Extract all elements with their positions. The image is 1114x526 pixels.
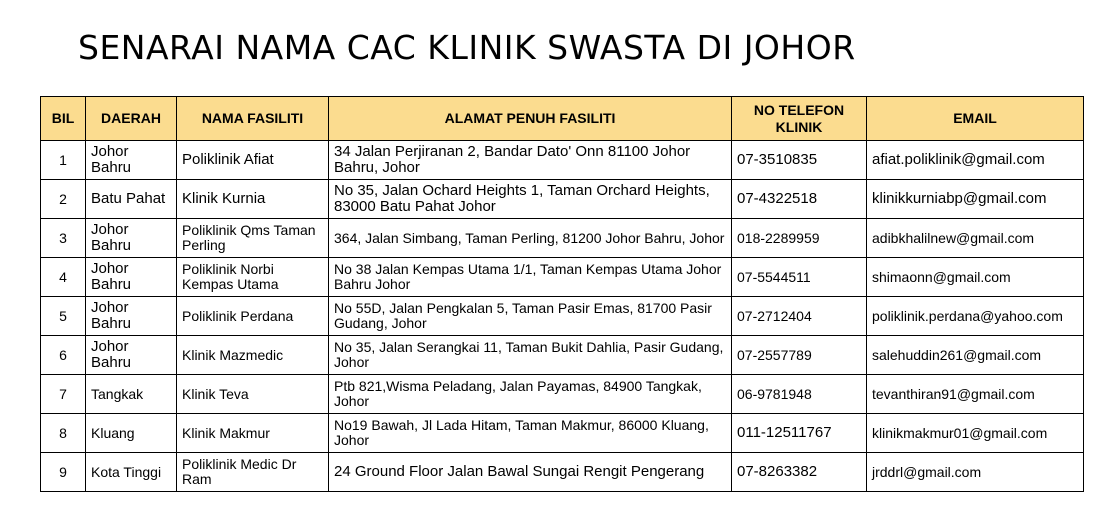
cell-bil: 5 [41, 297, 86, 336]
cell-email: klinikkurniabp@gmail.com [867, 180, 1084, 219]
cell-daerah: Kluang [86, 414, 177, 453]
cell-email: tevanthiran91@gmail.com [867, 375, 1084, 414]
cell-telefon: 06-9781948 [732, 375, 867, 414]
cell-alamat: No 35, Jalan Ochard Heights 1, Taman Orchard Heights, 83000 Batu Pahat Johor [329, 180, 732, 219]
header-bil: BIL [41, 97, 86, 141]
cell-nama: Poliklinik Norbi Kempas Utama [177, 258, 329, 297]
cell-telefon: 07-4322518 [732, 180, 867, 219]
cell-alamat: 364, Jalan Simbang, Taman Perling, 81200 Johor Bahru, Johor [329, 219, 732, 258]
cell-alamat: No 35, Jalan Serangkai 11, Taman Bukit Dahlia, Pasir Gudang, Johor [329, 336, 732, 375]
table-row [41, 180, 1084, 219]
cell-bil: 9 [41, 453, 86, 492]
clinic-table [40, 96, 1084, 492]
cell-bil: 3 [41, 219, 86, 258]
table-row [41, 258, 1084, 297]
header-alamat: ALAMAT PENUH FASILITI [329, 97, 732, 141]
cell-bil: 2 [41, 180, 86, 219]
header-email: EMAIL [867, 97, 1084, 141]
cell-telefon: 07-2712404 [732, 297, 867, 336]
cell-daerah: Batu Pahat [86, 180, 177, 219]
cell-daerah: Johor Bahru [86, 141, 177, 180]
cell-email: klinikmakmur01@gmail.com [867, 414, 1084, 453]
header-nama-fasiliti: NAMA FASILITI [177, 97, 329, 141]
cell-nama: Klinik Teva [177, 375, 329, 414]
cell-email: jrddrl@gmail.com [867, 453, 1084, 492]
cell-bil: 4 [41, 258, 86, 297]
cell-email: poliklinik.perdana@yahoo.com [867, 297, 1084, 336]
cell-telefon: 07-8263382 [732, 453, 867, 492]
cell-nama: Poliklinik Qms Taman Perling [177, 219, 329, 258]
cell-daerah: Tangkak [86, 375, 177, 414]
cell-telefon: 018-2289959 [732, 219, 867, 258]
cell-alamat: 24 Ground Floor Jalan Bawal Sungai Rengit Pengerang [329, 453, 732, 492]
table-row [41, 219, 1084, 258]
cell-nama: Poliklinik Medic Dr Ram [177, 453, 329, 492]
table-row [41, 141, 1084, 180]
table-row [41, 336, 1084, 375]
header-telefon: NO TELEFON KLINIK [732, 97, 867, 141]
cell-nama: Klinik Mazmedic [177, 336, 329, 375]
cell-nama: Poliklinik Perdana [177, 297, 329, 336]
cell-nama: Klinik Kurnia [177, 180, 329, 219]
cell-alamat: No19 Bawah, Jl Lada Hitam, Taman Makmur, 86000 Kluang, Johor [329, 414, 732, 453]
page-title: SENARAI NAMA CAC KLINIK SWASTA DI JOHOR [78, 28, 856, 67]
cell-daerah: Johor Bahru [86, 336, 177, 375]
cell-nama: Klinik Makmur [177, 414, 329, 453]
cell-telefon: 07-2557789 [732, 336, 867, 375]
cell-nama: Poliklinik Afiat [177, 141, 329, 180]
cell-alamat: 34 Jalan Perjiranan 2, Bandar Dato' Onn 81100 Johor Bahru, Johor [329, 141, 732, 180]
cell-daerah: Johor Bahru [86, 219, 177, 258]
table-row [41, 414, 1084, 453]
header-daerah: DAERAH [86, 97, 177, 141]
cell-email: afiat.poliklinik@gmail.com [867, 141, 1084, 180]
table-row [41, 297, 1084, 336]
cell-alamat: Ptb 821,Wisma Peladang, Jalan Payamas, 84900 Tangkak, Johor [329, 375, 732, 414]
cell-telefon: 07-3510835 [732, 141, 867, 180]
cell-bil: 8 [41, 414, 86, 453]
table-header-row [41, 97, 1084, 141]
cell-bil: 6 [41, 336, 86, 375]
cell-bil: 7 [41, 375, 86, 414]
cell-telefon: 07-5544511 [732, 258, 867, 297]
cell-alamat: No 55D, Jalan Pengkalan 5, Taman Pasir Emas, 81700 Pasir Gudang, Johor [329, 297, 732, 336]
table-row [41, 375, 1084, 414]
cell-alamat: No 38 Jalan Kempas Utama 1/1, Taman Kempas Utama Johor Bahru Johor [329, 258, 732, 297]
cell-email: adibkhalilnew@gmail.com [867, 219, 1084, 258]
cell-daerah: Johor Bahru [86, 297, 177, 336]
cell-email: shimaonn@gmail.com [867, 258, 1084, 297]
table-row [41, 453, 1084, 492]
cell-email: salehuddin261@gmail.com [867, 336, 1084, 375]
cell-daerah: Kota Tinggi [86, 453, 177, 492]
cell-telefon: 011-12511767 [732, 414, 867, 453]
cell-daerah: Johor Bahru [86, 258, 177, 297]
cell-bil: 1 [41, 141, 86, 180]
